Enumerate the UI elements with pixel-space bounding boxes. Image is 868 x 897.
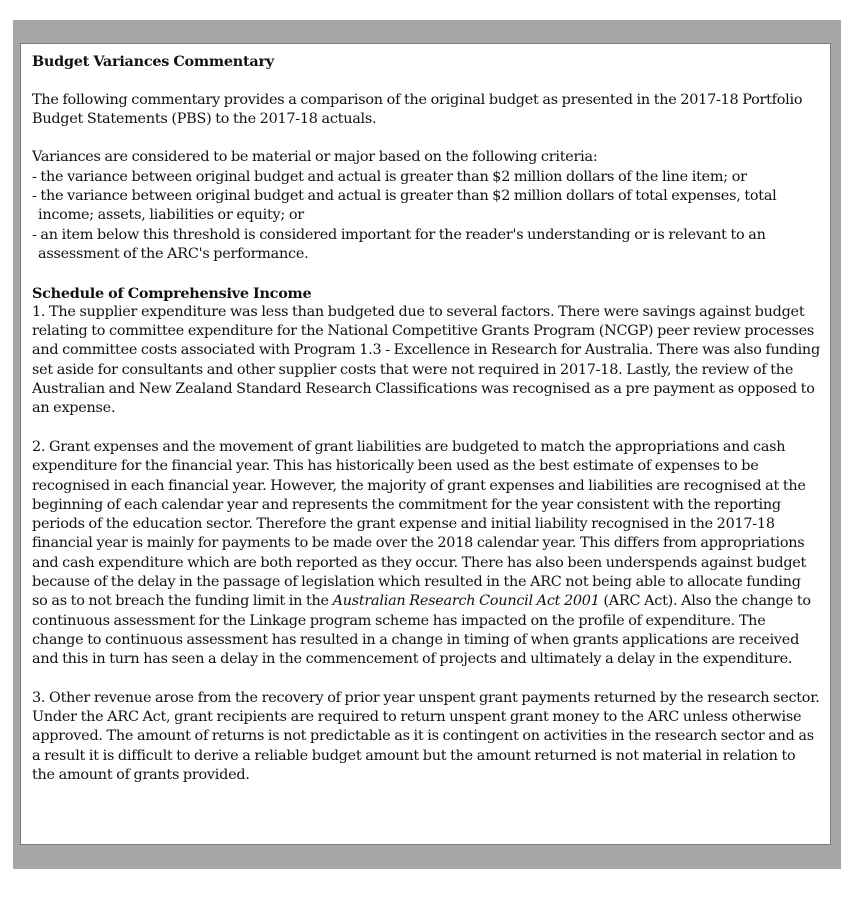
commentary-content — [32, 52, 820, 785]
intro-paragraph: The following commentary provides a comparison of the original budget as presented in the 2017-18 Portfolio Budget Statements (PBS) to the 2017-18 actuals. — [32, 91, 803, 127]
item-2-text-b: (ARC Act). Also the change to continuous assessment for the Linkage program scheme has impacted on the profile of expenditure. The change to continuous assessment has resulted in a change in timing of when grants applications are received and this in turn has seen a delay in the commencement of projects and ultimately a delay in the expenditure. — [32, 593, 811, 668]
criteria-item: - the variance between original budget and actual is greater than $2 million dollars of the line item; or — [32, 168, 747, 185]
act-title: Australian Research Council Act 2001 — [332, 593, 600, 610]
page-title: Budget Variances Commentary — [32, 53, 274, 70]
item-2-text-a: 2. Grant expenses and the movement of grant liabilities are budgeted to match the appropriations and cash expenditure for the financial year. This has historically been used as the best estimate of expenses to be recognised in each financial year. However, the majority of grant expenses and liabilities are recognised at the beginning of each calendar year and represents the commitment for the year consistent with the reporting periods of the education sector. Therefore the grant expense and initial liability recognised in the 2017-18 financial year is mainly for payments to be made over the 2018 calendar year. This differs from appropriations and cash expenditure which are both reported as they occur. There has also been underspends against budget because of the delay in the passage of legislation which resulted in the ARC not being able to allocate funding so as to not breach the funding limit in the — [32, 438, 807, 610]
schedule-heading: Schedule of Comprehensive Income — [32, 284, 312, 302]
item-1-paragraph: 1. The supplier expenditure was less than budgeted due to several factors. There were savings against budget relating to committee expenditure for the National Competitive Grants Program (NCGP) peer review processes and committee costs associated with Program 1.3 - Excellence in Research for Australia. There was also funding set aside for consultants and other supplier costs that were not required in 2017-18. Lastly, the review of the Australian and New Zealand Standard Research Classifications was recognised as a pre payment as opposed to an expense. — [32, 303, 820, 417]
item-3-paragraph: 3. Other revenue arose from the recovery of prior year unspent grant payments returned by the research sector. Under the ARC Act, grant recipients are required to return unspent grant money to the ARC unless otherwise approved. The amount of returns is not predictable as it is contingent on activities in the research sector and as a result it is difficult to derive a reliable budget amount but the amount returned is not material in relation to the amount of grants provided. — [32, 689, 820, 783]
criteria-intro: Variances are considered to be material or major based on the following criteria: — [32, 149, 598, 166]
commentary-panel — [20, 43, 831, 845]
item-2-paragraph — [32, 438, 820, 670]
criteria-item: - the variance between original budget and actual is greater than $2 million dollars of total expenses, total income; assets, liabilities or equity; or — [32, 188, 777, 224]
criteria-item: - an item below this threshold is considered important for the reader's understanding or is relevant to an assessment of the ARC's performance. — [32, 226, 766, 262]
